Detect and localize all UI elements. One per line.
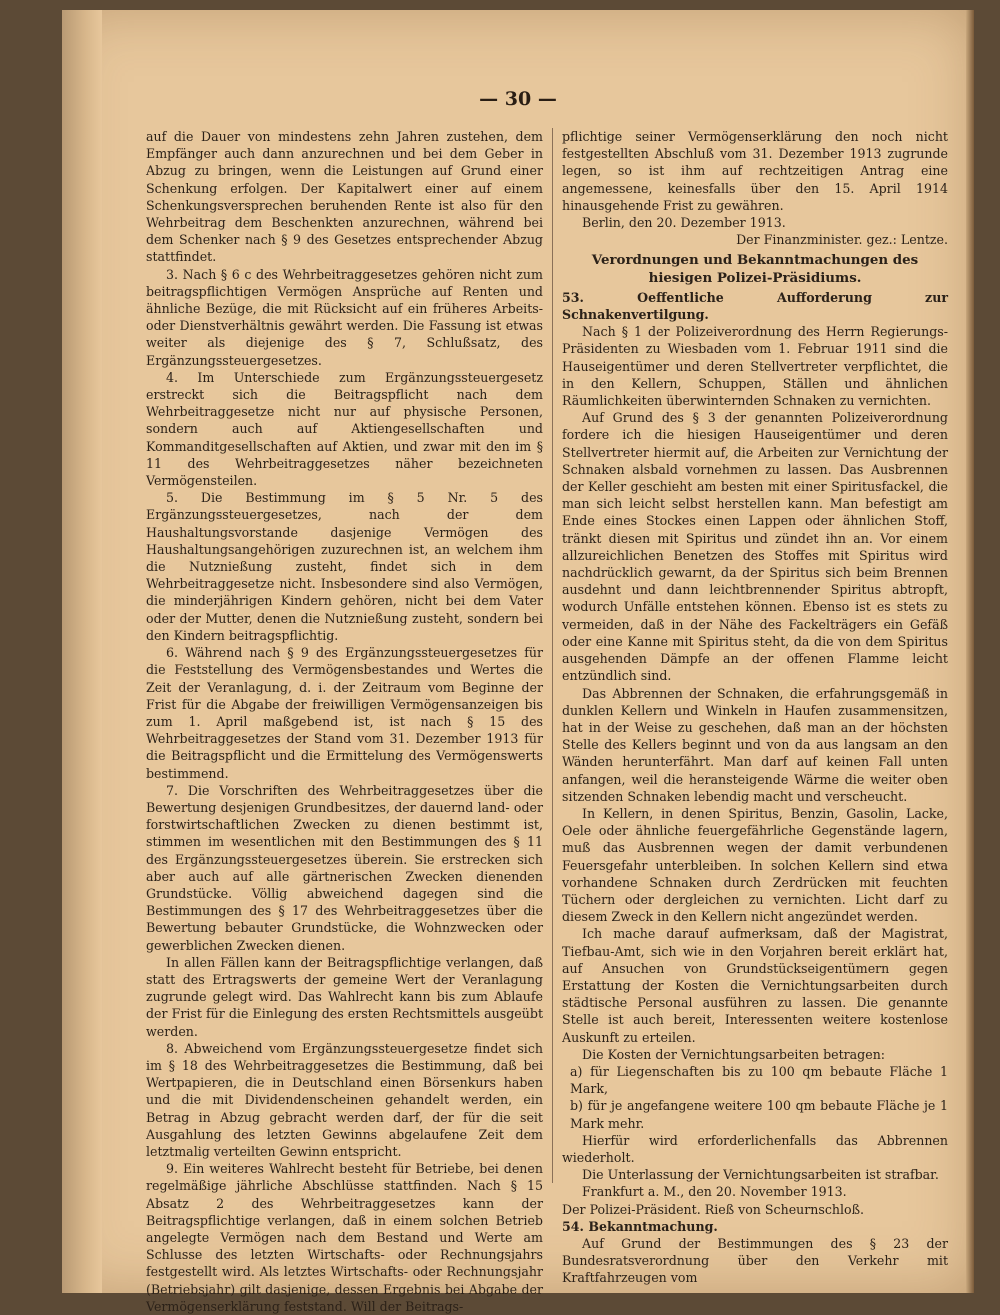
section-heading: Verordnungen und Bekanntmachungen des hiesigen Polizei-Präsidiums. bbox=[591, 252, 919, 286]
paragraph: Die Kosten der Vernichtungsarbeiten betragen: bbox=[582, 1046, 886, 1062]
paragraph: Auf Grund der Bestimmungen des § 23 der Bundesratsverordnung über den Verkehr mit Kraftfahrzeugen vom bbox=[562, 1236, 948, 1286]
page-edge bbox=[966, 10, 974, 1293]
item-title: Oeffentliche Aufforderung zur Schnakenvertilgung. bbox=[562, 289, 948, 323]
paragraph: Hierfür wird erforderlichenfalls das Abbrennen wiederholt. bbox=[562, 1132, 948, 1165]
right-column bbox=[562, 128, 948, 1287]
date-line: Berlin, den 20. Dezember 1913. bbox=[582, 215, 786, 231]
item-heading bbox=[562, 1218, 948, 1235]
item-title: Bekanntmachung. bbox=[588, 1218, 718, 1234]
paragraph: auf die Dauer von mindestens zehn Jahren zustehen, dem Empfänger auch dann anzurechnen und bei dem Geber in Abzug zu bringen, wenn die Leistungen auf Grund einer Schenkung erfolgen. Der Kapitalwert einer auf einem Schenkungsversprechen beruhenden Rente ist also für den Wehrbeitrag dem Beschenkten anzurechnen, während bei dem Schenker nach § 9 des Gesetzes entsprechender Abzug stattfindet. bbox=[146, 129, 543, 265]
paragraph: 4. Im Unterschiede zum Ergänzungssteuergesetz erstreckt sich die Beitragspflicht nach dem Wehrbeitraggesetze nicht nur auf physische Personen, sondern auch auf Aktiengesellschaften und Kommanditgesellschaften auf Aktien, und zwar mit den im § 11 des Wehrbeitraggesetzes näher bezeichneten Vermögensteilen. bbox=[146, 369, 543, 489]
page-number: — 30 — bbox=[479, 88, 557, 110]
paragraph: 6. Während nach § 9 des Ergänzungssteuergesetzes für die Feststellung des Vermögensbestandes und Wertes die Zeit der Veranlagung, d. i. der Zeitraum vom Beginne der Frist für die Abgabe der freiwilligen Vermögensanzeigen bis zum 1. April maßgebend ist, ist nach § 15 des Wehrbeitraggesetzes der Stand vom 31. Dezember 1913 für die Beitragspflicht und die Ermittelung des Vermögenswerts bestimmend. bbox=[146, 645, 543, 781]
column-divider bbox=[552, 128, 553, 1183]
paragraph: pflichtige seiner Vermögenserklärung den noch nicht festgestellten Abschluß vom 31. Dezember 1913 zugrunde legen, so ist ihm auf rechtzeitigen Antrag eine angemessene, keinesfalls über den 15. April 1914 hinausgehende Frist zu gewähren. bbox=[562, 129, 948, 213]
paragraph: Auf Grund des § 3 der genannten Polizeiverordnung fordere ich die hiesigen Hauseigentümer und deren Stellvertreter hiermit auf, die Arbeiten zur Vernichtung der Schnaken alsbald vornehmen zu lassen. Das Ausbrennen der Keller geschieht am besten mit einer Spiritusfackel, die man sich leicht selbst herstellen kann. Man befestigt am Ende eines Stockes einen Lappen oder ähnlichen Stoff, tränkt diesen mit Spiritus und zündet ihn an. Vor einem allzureichlichen Benetzen des Stoffes mit Spiritus wird nachdrücklich gewarnt, da der Spiritus sich beim Brennen ausdehnt und dann leichtbrennender Spiritus abtropft, wodurch Unfälle entstehen können. Ebenso ist es stets zu vermeiden, daß in der Nähe des Fackelträgers ein Gefäß oder eine Kanne mit Spiritus steht, da die von dem Spiritus ausgehenden Dämpfe an der offenen Flamme leicht entzündlich sind. bbox=[562, 410, 948, 684]
signature: Der Finanzminister. gez.: Lentze. bbox=[736, 232, 948, 248]
list-item: b) für je angefangene weitere 100 qm bebaute Fläche je 1 Mark mehr. bbox=[570, 1098, 948, 1131]
left-column bbox=[146, 128, 543, 1315]
item-number: 53. bbox=[562, 289, 584, 305]
paragraph: Ich mache darauf aufmerksam, daß der Magistrat, Tiefbau-Amt, sich wie in den Vorjahren bereit erklärt hat, auf Ansuchen von Grundstückseigentümern gegen Erstattung der Kosten die Vernichtungsarbeiten durch städtische Personal ausführen zu lassen. Die genannte Stelle ist auch bereit, Interessenten weitere kostenlose Auskunft zu erteilen. bbox=[562, 926, 948, 1045]
cost-list bbox=[562, 1063, 948, 1132]
paragraph: In allen Fällen kann der Beitragspflichtige verlangen, daß statt des Ertragswerts der gemeine Wert der Veranlagung zugrunde gelegt wird. Das Wahlrecht kann bis zum Ablaufe der Frist für die Einlegung des ersten Rechtsmittels ausgeübt werden. bbox=[146, 954, 543, 1039]
item-number: 54. bbox=[562, 1218, 584, 1234]
date-line: Frankfurt a. M., den 20. November 1913. bbox=[582, 1184, 847, 1200]
paragraph: Das Abbrennen der Schnaken, die erfahrungsgemäß in dunklen Kellern und Winkeln in Haufen zusammensitzen, hat in der Weise zu geschehen, daß man an der höchsten Stelle des Kellers beginnt und von da aus langsam an den Wänden herunterfährt. Man darf auf keinen Fall unten anfangen, weil die heransteigende Wärme die weiter oben sitzenden Schnaken lebendig macht und verscheucht. bbox=[562, 685, 948, 804]
paragraph: Die Unterlassung der Vernichtungsarbeiten ist strafbar. bbox=[582, 1167, 939, 1183]
document-page bbox=[62, 10, 974, 1314]
paragraph: 7. Die Vorschriften des Wehrbeitraggesetzes über die Bewertung desjenigen Grundbesitzes, der dauernd land- oder forstwirtschaftlichen Zwecken zu dienen bestimmt ist, stimmen im wesentlichen mit den Bestimmungen des § 11 des Ergänzungssteuergesetzes überein. Sie erstrecken sich aber auch auf alle gärtnerischen Zwecken dienenden Grundstücke. Völlig abweichend dagegen sind die Bestimmungen des § 17 des Wehrbeitraggesetzes über die Bewertung bebauter Grundstücke, die Wohnzwecken oder gewerblichen Zwecken dienen. bbox=[146, 782, 543, 953]
paragraph: 9. Ein weiteres Wahlrecht besteht für Betriebe, bei denen regelmäßige jährliche Abschlüsse stattfinden. Nach § 15 Absatz 2 des Wehrbeitraggesetzes kann der Beitragspflichtige verlangen, daß in einem solchen Betrieb angelegte Vermögen nach dem Bestand und Werte am Schlusse des letzten Wirtschafts- oder Rechnungsjahrs festgestellt wird. Als letztes Wirtschafts- oder Rechnungsjahr (Betriebsjahr) gilt dasjenige, dessen Ergebnis bei Abgabe der Vermögenserklärung feststand. Will der Beitrags- bbox=[146, 1161, 543, 1314]
binding-edge bbox=[62, 10, 102, 1293]
paragraph: Nach § 1 der Polizeiverordnung des Herrn Regierungs-Präsidenten zu Wiesbaden vom 1. Februar 1911 sind die Hauseigentümer und deren Stellvertreter verpflichtet, die in den Kellern, Schuppen, Ställen und ähnlichen Räumlichkeiten überwinternden Schnaken zu vernichten. bbox=[562, 324, 948, 409]
list-item: a) für Liegenschaften bis zu 100 qm bebaute Fläche 1 Mark, bbox=[570, 1063, 948, 1097]
paragraph: In Kellern, in denen Spiritus, Benzin, Gasolin, Lacke, Oele oder ähnliche feuergefährliche Gegenstände lagern, muß das Ausbrennen wegen der damit verbundenen Feuersgefahr unterbleiben. In solchen Kellern sind etwa vorhandene Schnaken durch Zerdrücken mit feuchten Tüchern oder dergleichen zu vernichten. Licht darf zu diesem Zweck in den Kellern nicht angezündet werden. bbox=[562, 805, 948, 925]
paragraph: 3. Nach § 6 c des Wehrbeitraggesetzes gehören nicht zum beitragspflichtigen Vermögen Ansprüche auf Renten und ähnliche Bezüge, die mit Rücksicht auf ein früheres Arbeits- oder Dienstverhältnis gewährt werden. Die Fassung ist etwas weiter als diejenige des § 7, Schlußsatz, des Ergänzungssteuergesetzes. bbox=[146, 266, 543, 368]
signature: Der Polizei-Präsident. Rieß von Scheurnschloß. bbox=[562, 1201, 865, 1217]
paragraph: 5. Die Bestimmung im § 5 Nr. 5 des Ergänzungssteuergesetzes, nach der dem Haushaltungsvorstande dasjenige Vermögen des Haushaltungsangehörigen zuzurechnen ist, an welchem ihm die Nutznießung zusteht, findet sich in dem Wehrbeitraggesetze nicht. Insbesondere sind also Vermögen, die minderjährigen Kindern gehören, nicht bei dem Vater oder der Mutter, denen die Nutznießung zusteht, sondern bei den Kindern beitragspflichtig. bbox=[146, 490, 543, 643]
paragraph: 8. Abweichend vom Ergänzungssteuergesetze findet sich im § 18 des Wehrbeitraggesetzes die Bestimmung, daß bei Wertpapieren, die in Deutschland einen Börsenkurs haben und die mit Dividendenscheinen gehandelt werden, ein Betrag in Abzug gebracht werden darf, der für die seit Ausgahlung des letzten Gewinns abgelaufene Zeit dem letztmalig verteilten Gewinn entspricht. bbox=[146, 1040, 543, 1159]
item-heading bbox=[562, 289, 948, 323]
